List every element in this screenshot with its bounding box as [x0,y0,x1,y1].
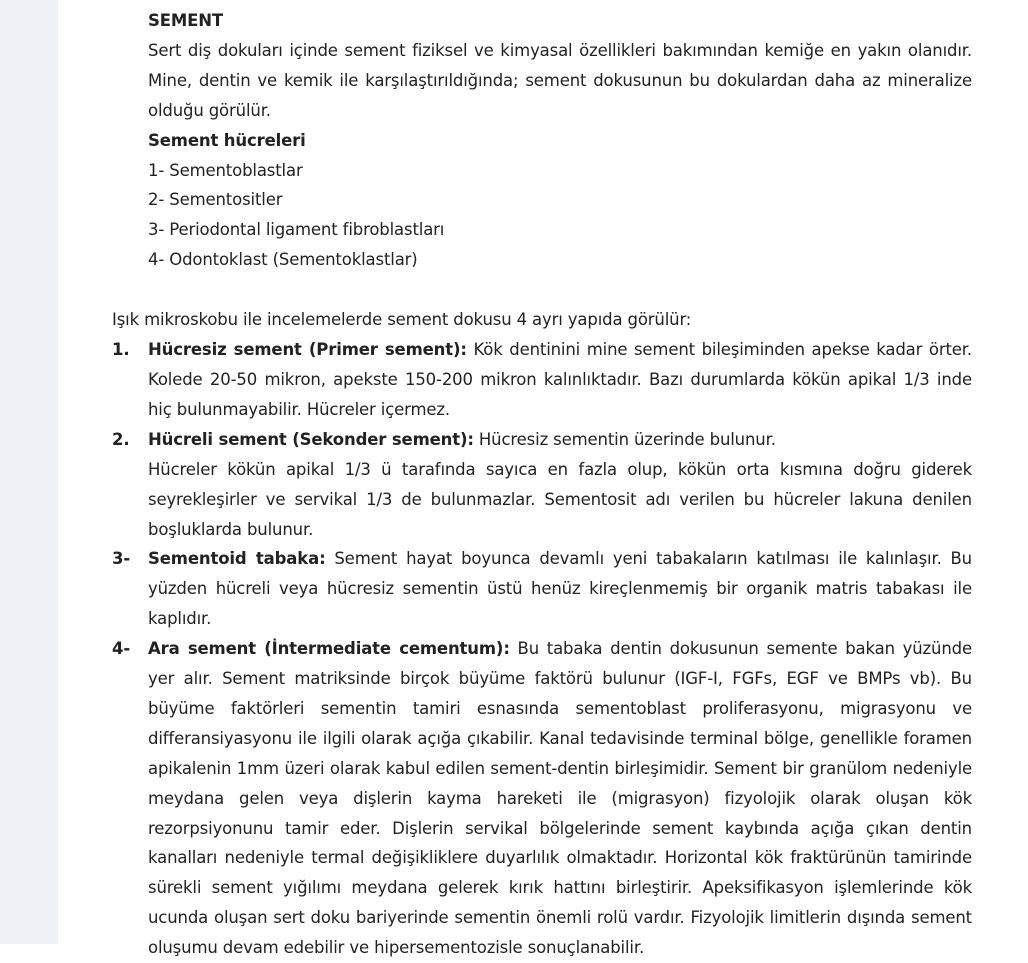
item-number: 2. [112,429,130,449]
intro-paragraph: Sert diş dokuları içinde sement fiziksel ve kimyasal özellikleri bakımından kemiğe en yakın olanıdır. Mine, dentin ve kemik ile karşılaştırıldığında; sement dokusunun bu dokulardan daha az mineralize olduğu görülür. [148,40,972,120]
document-page [112,6,972,963]
item-heading: Hücresiz sement (Primer sement): [148,340,467,360]
section-title: SEMENT [148,11,224,30]
item-text: Bu tabaka dentin dokusunun semente bakan yüzünde yer alır. Sement matriksinde birçok büyüme faktörü bulunur (IGF-I, FGFs, EGF ve BMPs vb). Bu büyüme faktörleri sementin tamiri esnasında sementoblast proliferasyonu, migrasyonu ve differansiyasyonu ile ilgili olarak açığa çıkabilir. Kanal tedavisinde terminal bölge, genellikle foramen apikalenin 1mm üzeri olarak kabul edilen sement-dentin birleşimidir. Sement bir granülom nedeniyle meydana gelen veya dişlerin kayma hareketi ile (migrasyon) fizyolojik olarak oluşan kök rezorpsiyonunu tamir eder. Dişlerin servikal bölgelerinde sement kaybında açığa çıkan dentin kanalları nedeniyle termal değişikliklere duyarlılık olmaktadır. Horizontal kök fraktürünün tamirinde sürekli sement yığılımı meydana gelerek kırık hattını birleştirir. Apeksifikasyon işlemlerinde kök ucunda oluşan sert doku bariyerinde sementin önemli rolü vardır. Fizyolojik limitlerin dışında sement oluşumu devam edebilir ve hipersementozisle sonuçlanabilir. [148,639,973,958]
item-heading: Ara sement (İntermediate cementum): [148,639,510,659]
spacer [112,275,972,305]
structure-item-3 [112,544,972,634]
item-text: Sement hayat boyunca devamlı yeni tabakaların katılması ile kalınlaşır. Bu yüzden hücreli veya hücresiz sementin üstü henüz kireçlenmemiş bir organik matris tabakası ile kaplıdır. [148,549,972,629]
item-text: Kök dentinini mine sement bileşiminden apekse kadar örter. Kolede 20-50 mikron, apekste 150-200 mikron kalınlıktadır. Bazı durumlarda kökün apikal 1/3 inde hiç bulunmayabilir. Hücreler içermez. [148,340,972,419]
list-item: 2- Sementositler [148,190,283,210]
item-heading: Hücreli sement (Sekonder sement): [148,429,474,449]
cells-title: Sement hücreleri [148,130,306,150]
page-margin-bar [0,0,58,944]
item-text: Hücresiz sementin üzerinde bulunur. [473,429,776,449]
item-number: 1. [112,340,130,360]
item-number: 4- [112,639,131,659]
item-heading: Sementoid tabaka: [148,549,326,569]
structure-item-2 [112,425,972,545]
microscopy-intro: Işık mikroskobu ile incelemelerde sement dokusu 4 ayrı yapıda görülür: [112,310,692,330]
list-item: 3- Periodontal ligament fibroblastları [148,220,445,240]
structure-item-1 [112,335,972,425]
structure-item-4 [112,634,972,963]
cells-list [112,156,972,276]
item-number: 3- [112,549,131,569]
item-extra-text: Hücreler kökün apikal 1/3 ü tarafında sayıca en fazla olup, kökün orta kısmına doğru giderek seyrekleşirler ve servikal 1/3 de bulunmazlar. Sementosit adı verilen bu hücreler lakuna denilen boşluklarda bulunur. [148,459,972,539]
list-item: 1- Sementoblastlar [148,160,303,180]
list-item: 4- Odontoklast (Sementoklastlar) [148,250,418,270]
